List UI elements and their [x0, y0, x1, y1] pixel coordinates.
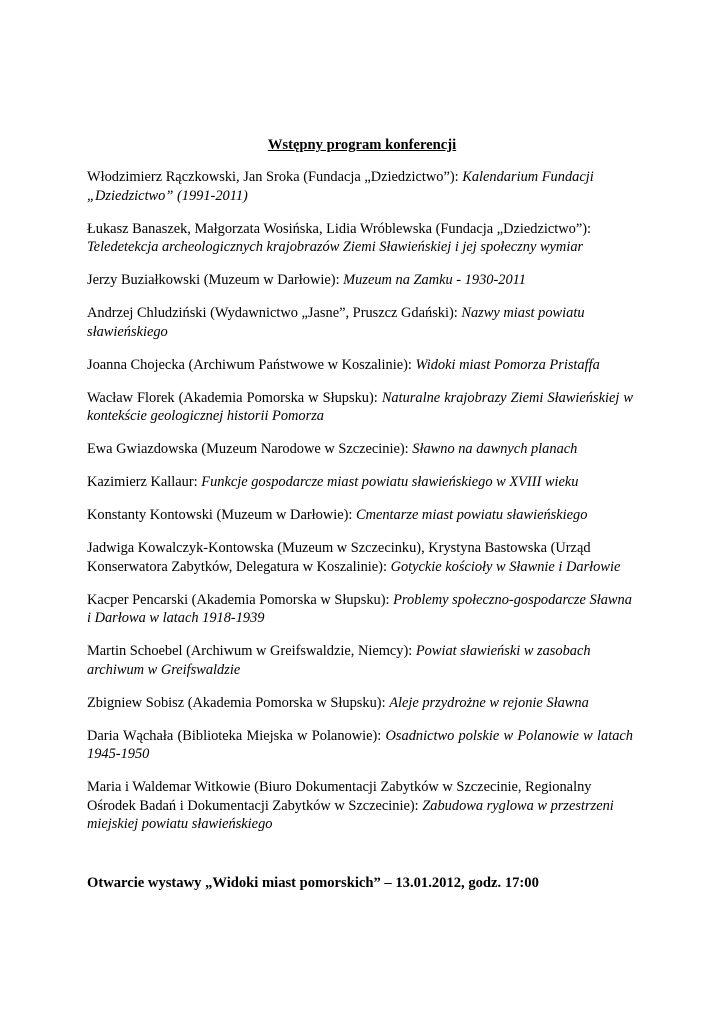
entry-talk-title: Funkcje gospodarcze miast powiatu sławieńskiego w XVIII wieku: [201, 474, 579, 490]
entry-talk-title: Muzeum na Zamku - 1930-2011: [343, 272, 526, 288]
program-entry: [87, 642, 633, 679]
program-entry: [87, 778, 633, 834]
program-entry: [87, 591, 633, 628]
entry-speakers: Wacław Florek (Akademia Pomorska w Słupsku):: [87, 389, 382, 406]
entry-talk-title: Widoki miast Pomorza Pristaffa: [415, 356, 600, 373]
program-entry: [87, 220, 633, 257]
entry-talk-title: Kalendarium Fundacji „Dziedzictwo” (1991-2011): [87, 169, 594, 204]
entry-talk-title: Teledetekcja archeologicznych krajobrazów Ziemi Sławieńskiej i jej społeczny wymiar: [87, 239, 584, 255]
exhibition-opening-note: Otwarcie wystawy „Widoki miast pomorskich” – 13.01.2012, godz. 17:00: [87, 875, 539, 891]
entry-speakers: Ewa Gwiazdowska (Muzeum Narodowe w Szczecinie):: [87, 441, 413, 457]
entry-talk-title: Gotyckie kościoły w Sławnie i Darłowie: [390, 558, 621, 575]
entry-talk-title: Osadnictwo polskie w Polanowie w latach 1945-1950: [87, 727, 633, 762]
program-entry: [87, 727, 633, 764]
entry-talk-title: Aleje przydrożne w rejonie Sławna: [389, 694, 589, 711]
entry-talk-title: Cmentarze miast powiatu sławieńskiego: [355, 507, 588, 523]
entry-speakers: Jerzy Buziałkowski (Muzeum w Darłowie):: [87, 272, 344, 288]
entry-speakers: Konstanty Kontowski (Muzeum w Darłowie):: [87, 507, 356, 523]
entry-speakers: Maria i Waldemar Witkowie (Biuro Dokumentacji Zabytków w Szczecinie, Regionalny Ośrodek Badań i Dokumentacji Zabytków w Szczecinie):: [87, 779, 592, 814]
entry-talk-title: Sławno na dawnych planach: [412, 441, 578, 457]
program-entry: [87, 389, 633, 426]
program-list: [87, 168, 633, 848]
entry-speakers: Daria Wąchała (Biblioteka Miejska w Polanowie):: [87, 727, 386, 744]
entry-speakers: Zbigniew Sobisz (Akademia Pomorska w Słupsku):: [87, 694, 390, 711]
entry-speakers: Jadwiga Kowalczyk-Kontowska (Muzeum w Szczecinku), Krystyna Bastowska (Urząd Konserwatora Zabytków, Delegatura w Koszalinie):: [87, 540, 591, 575]
entry-talk-title: Powiat sławieński w zasobach archiwum w Greifswaldzie: [87, 643, 591, 678]
program-entry: [87, 440, 633, 459]
entry-talk-title: Naturalne krajobrazy Ziemi Sławieńskiej w kontekście geologicznej historii Pomorza: [87, 389, 633, 424]
program-entry: [87, 356, 633, 375]
entry-speakers: Włodzimierz Rączkowski, Jan Sroka (Fundacja „Dziedzictwo”):: [87, 169, 463, 185]
entry-talk-title: Problemy społeczno-gospodarcze Sławna i Darłowa w latach 1918-1939: [87, 591, 632, 626]
program-entry: [87, 473, 633, 492]
entry-talk-title: Nazwy miast powiatu sławieńskiego: [87, 305, 585, 340]
document-title: Wstępny program konferencji: [267, 137, 457, 153]
entry-speakers: Martin Schoebel (Archiwum w Greifswaldzie, Niemcy):: [87, 643, 416, 659]
program-entry: [87, 304, 633, 341]
program-entry: [87, 168, 633, 205]
entry-talk-title: Zabudowa ryglowa w przestrzeni miejskiej powiatu sławieńskiego: [87, 797, 614, 832]
entry-speakers: Kacper Pencarski (Akademia Pomorska w Słupsku):: [87, 591, 394, 608]
entry-speakers: Łukasz Banaszek, Małgorzata Wosińska, Lidia Wróblewska (Fundacja „Dziedzictwo”):: [87, 220, 592, 237]
program-entry: [87, 506, 633, 525]
entry-speakers: Kazimierz Kallaur:: [87, 474, 202, 490]
program-entry: [87, 694, 633, 713]
program-entry: [87, 539, 633, 576]
entry-speakers: Andrzej Chludziński (Wydawnictwo „Jasne”, Pruszcz Gdański):: [87, 305, 462, 321]
entry-speakers: Joanna Chojecka (Archiwum Państwowe w Koszalinie):: [87, 356, 416, 373]
program-entry: [87, 271, 633, 290]
